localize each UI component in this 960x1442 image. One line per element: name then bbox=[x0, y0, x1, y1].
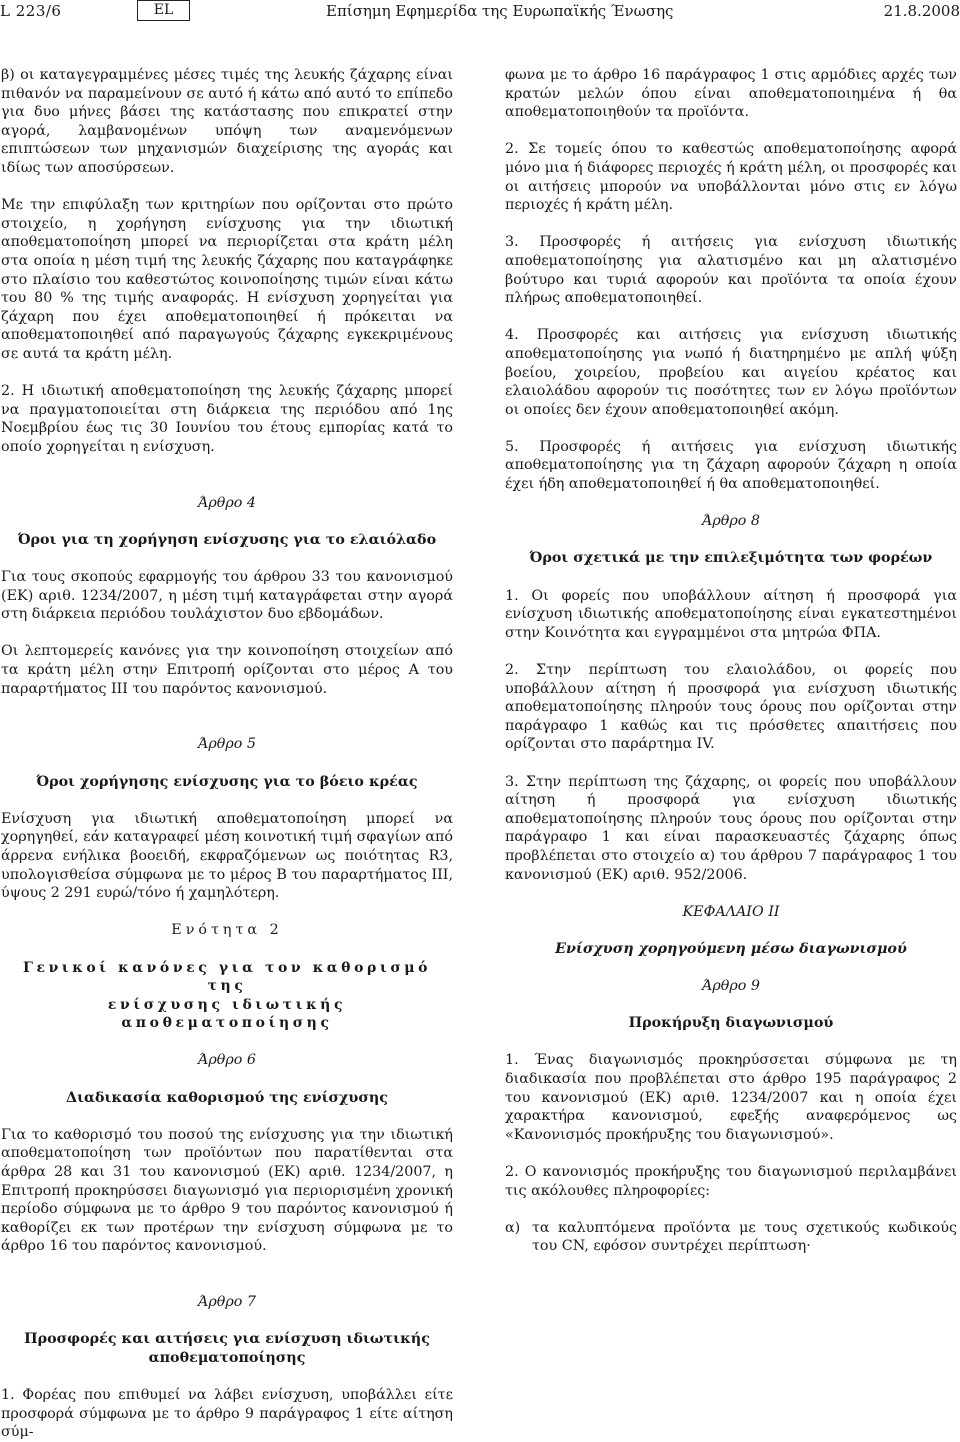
paragraph: 2. Σε τομείς όπου το καθεστώς αποθεματοποίησης αφορά μόνο μια ή διάφορες περιοχές ή κράτη μέλη, οι προσφορές και οι αιτήσεις μπορούν να υποβάλλονται μόνο στις εν λόγω περιοχές ή κράτη μέλη. bbox=[505, 141, 957, 214]
spacer bbox=[1, 717, 453, 736]
article-title: Προσφορές και αιτήσεις για ενίσχυση ιδιωτικής αποθεματοποίησης bbox=[24, 1331, 430, 1366]
paragraph: Οι λεπτομερείς κανόνες για την κοινοποίηση στοιχείων από τα κράτη μέλη στην Επιτροπή ορίζονται στο μέρος Α του παραρτήματος ΙΙΙ του παρόντος κανονισμού. bbox=[1, 643, 453, 697]
paragraph: 5. Προσφορές ή αιτήσεις για ενίσχυση ιδιωτικής αποθεματοποίησης για τη ζάχαρη αφορούν ζάχαρη η οποία έχει ήδη αποθεματοποιηθεί ή θα αποθεματοποιηθεί. bbox=[505, 438, 957, 493]
journal-reference: L 223/6 bbox=[0, 2, 62, 20]
left-column bbox=[1, 66, 453, 1441]
section-title-line-2: ενίσχυσης ιδιωτικής αποθεματοποίησης bbox=[107, 996, 347, 1032]
paragraph: 2. Στην περίπτωση του ελαιολάδου, οι φορείς που υποβάλλουν αίτηση ή προσφορά για ενίσχυση ιδιωτικής αποθεματοποίησης πληρούν τους όρους που ορίζονται στην παράγραφο 1 καθώς και τις πρόσθετες απαιτήσεις που ορίζονται στο παράρτημα IV. bbox=[505, 662, 957, 753]
article-heading: Άρθρο 4 bbox=[198, 494, 256, 511]
article-title: Όροι χορήγησης ενίσχυσης για το βόειο κρέας bbox=[36, 773, 418, 790]
paragraph: 1. Φορέας που επιθυμεί να λάβει ενίσχυση, υποβάλλει είτε προσφορά σύμφωνα με το άρθρο 9 παράγραφος 1 είτε αίτηση σύμ- bbox=[1, 1387, 453, 1441]
article-heading: Άρθρο 9 bbox=[702, 978, 760, 995]
list-item bbox=[505, 1219, 957, 1256]
article-title: Όροι σχετικά με την επιλεξιμότητα των φορέων bbox=[529, 550, 933, 567]
article-title: Διαδικασία καθορισμού της ενίσχυσης bbox=[65, 1089, 388, 1106]
spacer bbox=[1, 475, 453, 494]
publication-date: 21.8.2008 bbox=[883, 2, 960, 20]
article-heading: Άρθρο 7 bbox=[198, 1294, 256, 1311]
list-item-label: α) bbox=[505, 1219, 521, 1236]
article-title: Όροι για τη χορήγηση ενίσχυσης για το ελαιόλαδο bbox=[17, 531, 437, 548]
right-column bbox=[505, 66, 957, 1391]
language-badge: EL bbox=[137, 0, 190, 21]
article-title: Προκήρυξη διαγωνισμού bbox=[628, 1015, 834, 1032]
spacer bbox=[1, 1275, 453, 1294]
paragraph: 1. Οι φορείς που υποβάλλουν αίτηση ή προσφορά για ενίσχυση ιδιωτικής αποθεματοποίησης είναι εγκατεστημένοι στην Κοινότητα και εγγραμμένοι στα μητρώα ΦΠΑ. bbox=[505, 587, 957, 641]
paragraph: Για τους σκοπούς εφαρμογής του άρθρου 33 του κανονισμού (ΕΚ) αριθ. 1234/2007, η μέση τιμή καταγράφεται στην αγορά στη διάρκεια περιόδου τουλάχιστον δυο εβδομάδων. bbox=[1, 569, 453, 623]
paragraph: β) οι καταγεγραμμένες μέσες τιμές της λευκής ζάχαρης είναι πιθανόν να παραμείνουν σε αυτό ή κάτω από αυτό το επίπεδο για δυο μήνες βάσει της κατάστασης που επικρατεί στην αγορά, λαμβανομένων υπόψη των αναμενόμενων επιπτώσεων των μηχανισμών διαχείρισης της αγοράς και ιδίως των αποσύρσεων. bbox=[1, 67, 453, 176]
paragraph: 2. Η ιδιωτική αποθεματοποίηση της λευκής ζάχαρης μπορεί να πραγματοποιείται στη διάρκεια της περιόδου από 1ης Νοεμβρίου έως τις 30 Ιουνίου του έτους εμπορίας κατά το οποίο χορηγείται η ενίσχυση. bbox=[1, 383, 453, 455]
chapter-title: Ενίσχυση χορηγούμενη μέσω διαγωνισμού bbox=[555, 940, 907, 957]
paragraph: Με την επιφύλαξη των κριτηρίων που ορίζονται στο πρώτο στοιχείο, η χορήγηση ενίσχυσης για την ιδιωτική αποθεματοποίηση μπορεί να περιορίζεται στα κράτη μέλη στα οποία η μέση τιμή της λευκής ζάχαρης που καταγράφηκε στο πλαίσιο του καθεστώτος κοινοποίησης τιμών είναι κάτω του 80 % της τιμής αναφοράς. Η ενίσχυση χορηγείται για ζάχαρη που έχει αποθεματοποιηθεί ή πρόκειται να αποθεματοποιηθεί από παραγωγούς ζάχαρης εγκεκριμένους σε αυτά τα κράτη μέλη. bbox=[1, 197, 453, 362]
paragraph: 4. Προσφορές και αιτήσεις για ενίσχυση ιδιωτικής αποθεματοποίησης για νωπό ή διατηρημένο με απλή ψύξη βοείου, χοιρείου, προβείου και αιγείου κρέατος και ελαιολάδου αφορούν τις ποσότητες των εν λόγω προϊόντων οι οποίες δεν έχουν αποθεματοποιηθεί ακόμη. bbox=[505, 327, 957, 418]
paragraph: Για το καθορισμό του ποσού της ενίσχυσης για την ιδιωτική αποθεματοποίηση των προϊόντων που παρατίθενται στα άρθρα 28 και 31 του κανονισμού (ΕΚ) αριθ. 1234/2007, η Επιτροπή προκηρύσσει διαγωνισμό για περιορισμένη χρονική περίοδο σύμφωνα με το άρθρο 9 του παρόντος κανονισμού ή καθορίζει εκ των προτέρων την ενίσχυση σύμφωνα με το άρθρο 16 του παρόντος κανονισμού. bbox=[1, 1126, 453, 1255]
paragraph: 3. Στην περίπτωση της ζάχαρης, οι φορείς που υποβάλλουν αίτηση ή προσφορά για ενίσχυση ιδιωτικής αποθεματοποίησης πληρούν τους όρους που ορίζονται στην παράγραφο 1 και είναι παρασκευαστές ζάχαρης όπως προβλέπεται στο στοιχείο α) του άρθρου 7 παράγραφος 1 του κανονισμού (ΕΚ) αριθ. 952/2006. bbox=[505, 773, 957, 883]
section-title-line-1: Γενικοί κανόνες για τον καθορισμό της bbox=[22, 959, 432, 995]
list-item-text: τα καλυπτόμενα προϊόντα με τους σχετικούς κωδικούς του CN, εφόσον συντρέχει περίπτωση· bbox=[532, 1219, 957, 1255]
article-heading: Άρθρο 8 bbox=[702, 513, 760, 530]
paragraph: Ενίσχυση για ιδιωτική αποθεματοποίηση μπορεί να χορηγηθεί, εάν καταγραφεί μέση κοινοτική τιμή σφαγίων από άρρενα ενήλικα βοοειδή, εκφραζόμενων ως ποιότητας R3, υπολογισθείσα σύμφωνα με το μέρος Β του παραρτήματος ΙΙΙ, ύψους 2 291 ευρώ/τόνο ή χαμηλότερη. bbox=[1, 810, 453, 902]
page-header bbox=[0, 0, 960, 28]
paragraph: 1. Ένας διαγωνισμός προκηρύσσεται σύμφωνα με τη διαδικασία που προβλέπεται στο άρθρο 195 παράγραφος 2 του κανονισμού (ΕΚ) αριθ. 1234/2007 και η οποία έχει χαρακτήρα κανονισμού, εφεξής αναφερόμενος ως «Κανονισμός προκήρυξης του διαγωνισμού». bbox=[505, 1052, 957, 1143]
section-heading: Ενότητα 2 bbox=[171, 922, 283, 939]
journal-title: Επίσημη Εφημερίδα της Ευρωπαϊκής Ένωσης bbox=[326, 2, 674, 20]
paragraph: 2. Ο κανονισμός προκήρυξης του διαγωνισμού περιλαμβάνει τις ακόλουθες πληροφορίες: bbox=[505, 1164, 957, 1199]
article-heading: Άρθρο 5 bbox=[198, 736, 256, 753]
chapter-heading: ΚΕΦΑΛΑΙΟ ΙΙ bbox=[682, 903, 780, 920]
paragraph: 3. Προσφορές ή αιτήσεις για ενίσχυση ιδιωτικής αποθεματοποίησης για αλατισμένο και μη αλατισμένο βούτυρο και τυριά αφορούν και προϊόντα τα οποία έχουν πλήρως αποθεματοποιηθεί. bbox=[505, 234, 957, 307]
paragraph: φωνα με το άρθρο 16 παράγραφος 1 στις αρμόδιες αρχές των κρατών μελών όπου είναι αποθεματοποιημένα ή θα αποθεματοποιηθούν τα προϊόντα. bbox=[505, 67, 957, 121]
article-heading: Άρθρο 6 bbox=[198, 1052, 256, 1069]
